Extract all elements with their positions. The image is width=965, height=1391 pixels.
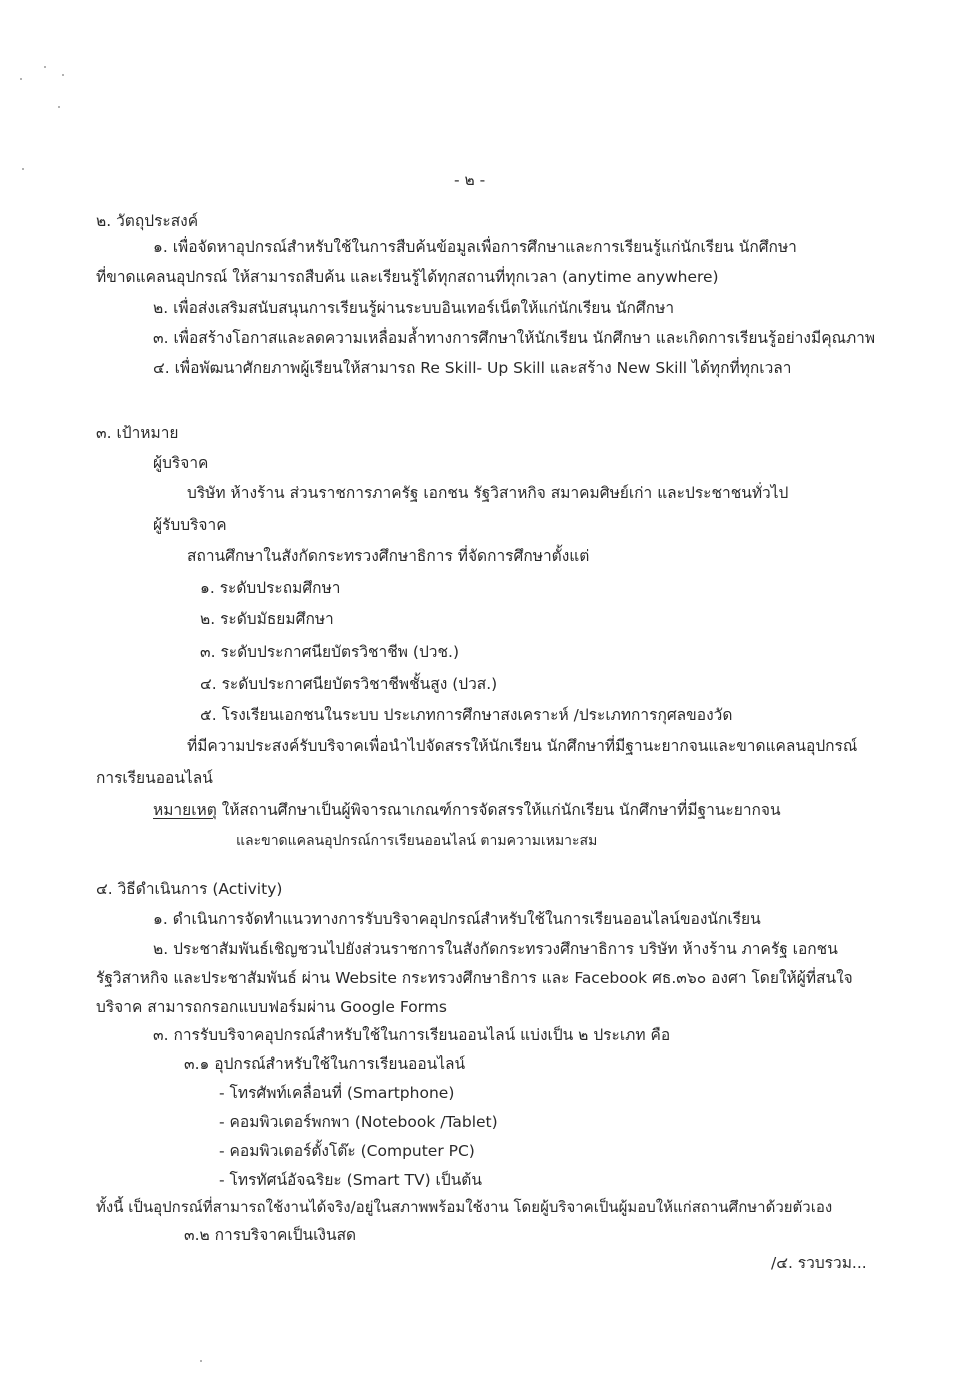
continuation-marker: /๔. รวบรวม... bbox=[771, 1254, 867, 1272]
recipient-item: ๕. โรงเรียนเอกชนในระบบ ประเภทการศึกษาสงเคราะห์ /ประเภทการกุศลของวัด bbox=[200, 706, 733, 724]
activity-heading: ๔. วิธีดำเนินการ (Activity) bbox=[96, 880, 283, 898]
device-item: - คอมพิวเตอร์ตั้งโต๊ะ (Computer PC) bbox=[219, 1142, 475, 1160]
objectives-heading: ๒. วัตถุประสงค์ bbox=[96, 212, 199, 230]
activity-2-line-1: ๒. ประชาสัมพันธ์เชิญชวนไปยังส่วนราชการในสังกัดกระทรวงศึกษาธิการ บริษัท ห้างร้าน ภาครัฐ เอกชน bbox=[153, 940, 838, 958]
note-line-1 bbox=[153, 799, 781, 821]
objective-2: ๒. เพื่อส่งเสริมสนับสนุนการเรียนรู้ผ่านระบบอินเทอร์เน็ตให้แก่นักเรียน นักศึกษา bbox=[153, 299, 675, 317]
device-item: - โทรศัพท์เคลื่อนที่ (Smartphone) bbox=[219, 1084, 455, 1102]
note-label: หมายเหตุ bbox=[153, 801, 217, 819]
page-number: - ๒ - bbox=[454, 171, 486, 189]
recipient-text: สถานศึกษาในสังกัดกระทรวงศึกษาธิการ ที่จัดการศึกษาตั้งแต่ bbox=[187, 547, 590, 565]
activity-1: ๑. ดำเนินการจัดทำแนวทางการรับบริจาคอุปกรณ์สำหรับใช้ในการเรียนออนไลน์ของนักเรียน bbox=[153, 910, 761, 928]
activity-3: ๓. การรับบริจาคอุปกรณ์สำหรับใช้ในการเรียนออนไลน์ แบ่งเป็น ๒ ประเภท คือ bbox=[153, 1026, 671, 1044]
donor-text: บริษัท ห้างร้าน ส่วนราชการภาครัฐ เอกชน รัฐวิสาหกิจ สมาคมศิษย์เก่า และประชาชนทั่วไป bbox=[187, 484, 789, 502]
scan-speck bbox=[62, 74, 64, 76]
note-line-2: และขาดแคลนอุปกรณ์การเรียนออนไลน์ ตามความเหมาะสม bbox=[236, 833, 598, 849]
recipient-item: ๒. ระดับมัธยมศึกษา bbox=[200, 610, 334, 628]
purpose-line-1: ที่มีความประสงค์รับบริจาคเพื่อนำไปจัดสรรให้นักเรียน นักศึกษาที่มีฐานะยากจนและขาดแคลนอุปกรณ์ bbox=[187, 737, 858, 755]
scan-speck bbox=[22, 168, 24, 170]
objective-1-line-1: ๑. เพื่อจัดหาอุปกรณ์สำหรับใช้ในการสืบค้นข้อมูลเพื่อการศึกษาและการเรียนรู้แก่นักเรียน นักศึกษา bbox=[153, 238, 797, 256]
donor-label: ผู้บริจาค bbox=[153, 454, 209, 472]
purpose-line-2: การเรียนออนไลน์ bbox=[96, 769, 213, 787]
note-text: ให้สถานศึกษาเป็นผู้พิจารณาเกณฑ์การจัดสรรให้แก่นักเรียน นักศึกษาที่มีฐานะยากจน bbox=[216, 801, 781, 819]
condition-text: ทั้งนี้ เป็นอุปกรณ์ที่สามารถใช้งานได้จริง/อยู่ในสภาพพร้อมใช้งาน โดยผู้บริจาคเป็นผู้มอบให้แก่สถานศึกษาด้วยตัวเอง bbox=[96, 1198, 833, 1216]
activity-2-line-3: บริจาค สามารถกรอกแบบฟอร์มผ่าน Google Forms bbox=[96, 998, 447, 1016]
recipient-item: ๔. ระดับประกาศนียบัตรวิชาชีพชั้นสูง (ปวส.) bbox=[200, 675, 498, 693]
activity-2-line-2: รัฐวิสาหกิจ และประชาสัมพันธ์ ผ่าน Website กระทรวงศึกษาธิการ และ Facebook ศธ.๓๖๐ องศา โดยให้ผู้ที่สนใจ bbox=[96, 969, 853, 987]
device-item: - คอมพิวเตอร์พกพา (Notebook /Tablet) bbox=[219, 1113, 498, 1131]
activity-3-2: ๓.๒ การบริจาคเป็นเงินสด bbox=[184, 1226, 357, 1244]
scan-speck bbox=[58, 106, 60, 108]
objective-4: ๔. เพื่อพัฒนาศักยภาพผู้เรียนให้สามารถ Re Skill- Up Skill และสร้าง New Skill ได้ทุกที่ทุกเวลา bbox=[153, 359, 792, 377]
objective-3: ๓. เพื่อสร้างโอกาสและลดความเหลื่อมล้ำทางการศึกษาให้นักเรียน นักศึกษา และเกิดการเรียนรู้อย่างมีคุณภาพ bbox=[153, 329, 876, 347]
device-item: - โทรทัศน์อัจฉริยะ (Smart TV) เป็นต้น bbox=[219, 1171, 482, 1189]
scan-speck bbox=[44, 66, 46, 68]
objective-1-line-2: ที่ขาดแคลนอุปกรณ์ ให้สามารถสืบค้น และเรียนรู้ได้ทุกสถานที่ทุกเวลา (anytime anywhere) bbox=[96, 268, 719, 286]
target-heading: ๓. เป้าหมาย bbox=[96, 424, 179, 442]
activity-3-1: ๓.๑ อุปกรณ์สำหรับใช้ในการเรียนออนไลน์ bbox=[184, 1055, 466, 1073]
recipient-item: ๑. ระดับประถมศึกษา bbox=[200, 579, 341, 597]
scan-speck bbox=[20, 78, 22, 80]
scan-speck bbox=[200, 1360, 202, 1362]
recipient-label: ผู้รับบริจาค bbox=[153, 516, 227, 534]
recipient-item: ๓. ระดับประกาศนียบัตรวิชาชีพ (ปวช.) bbox=[200, 643, 460, 661]
